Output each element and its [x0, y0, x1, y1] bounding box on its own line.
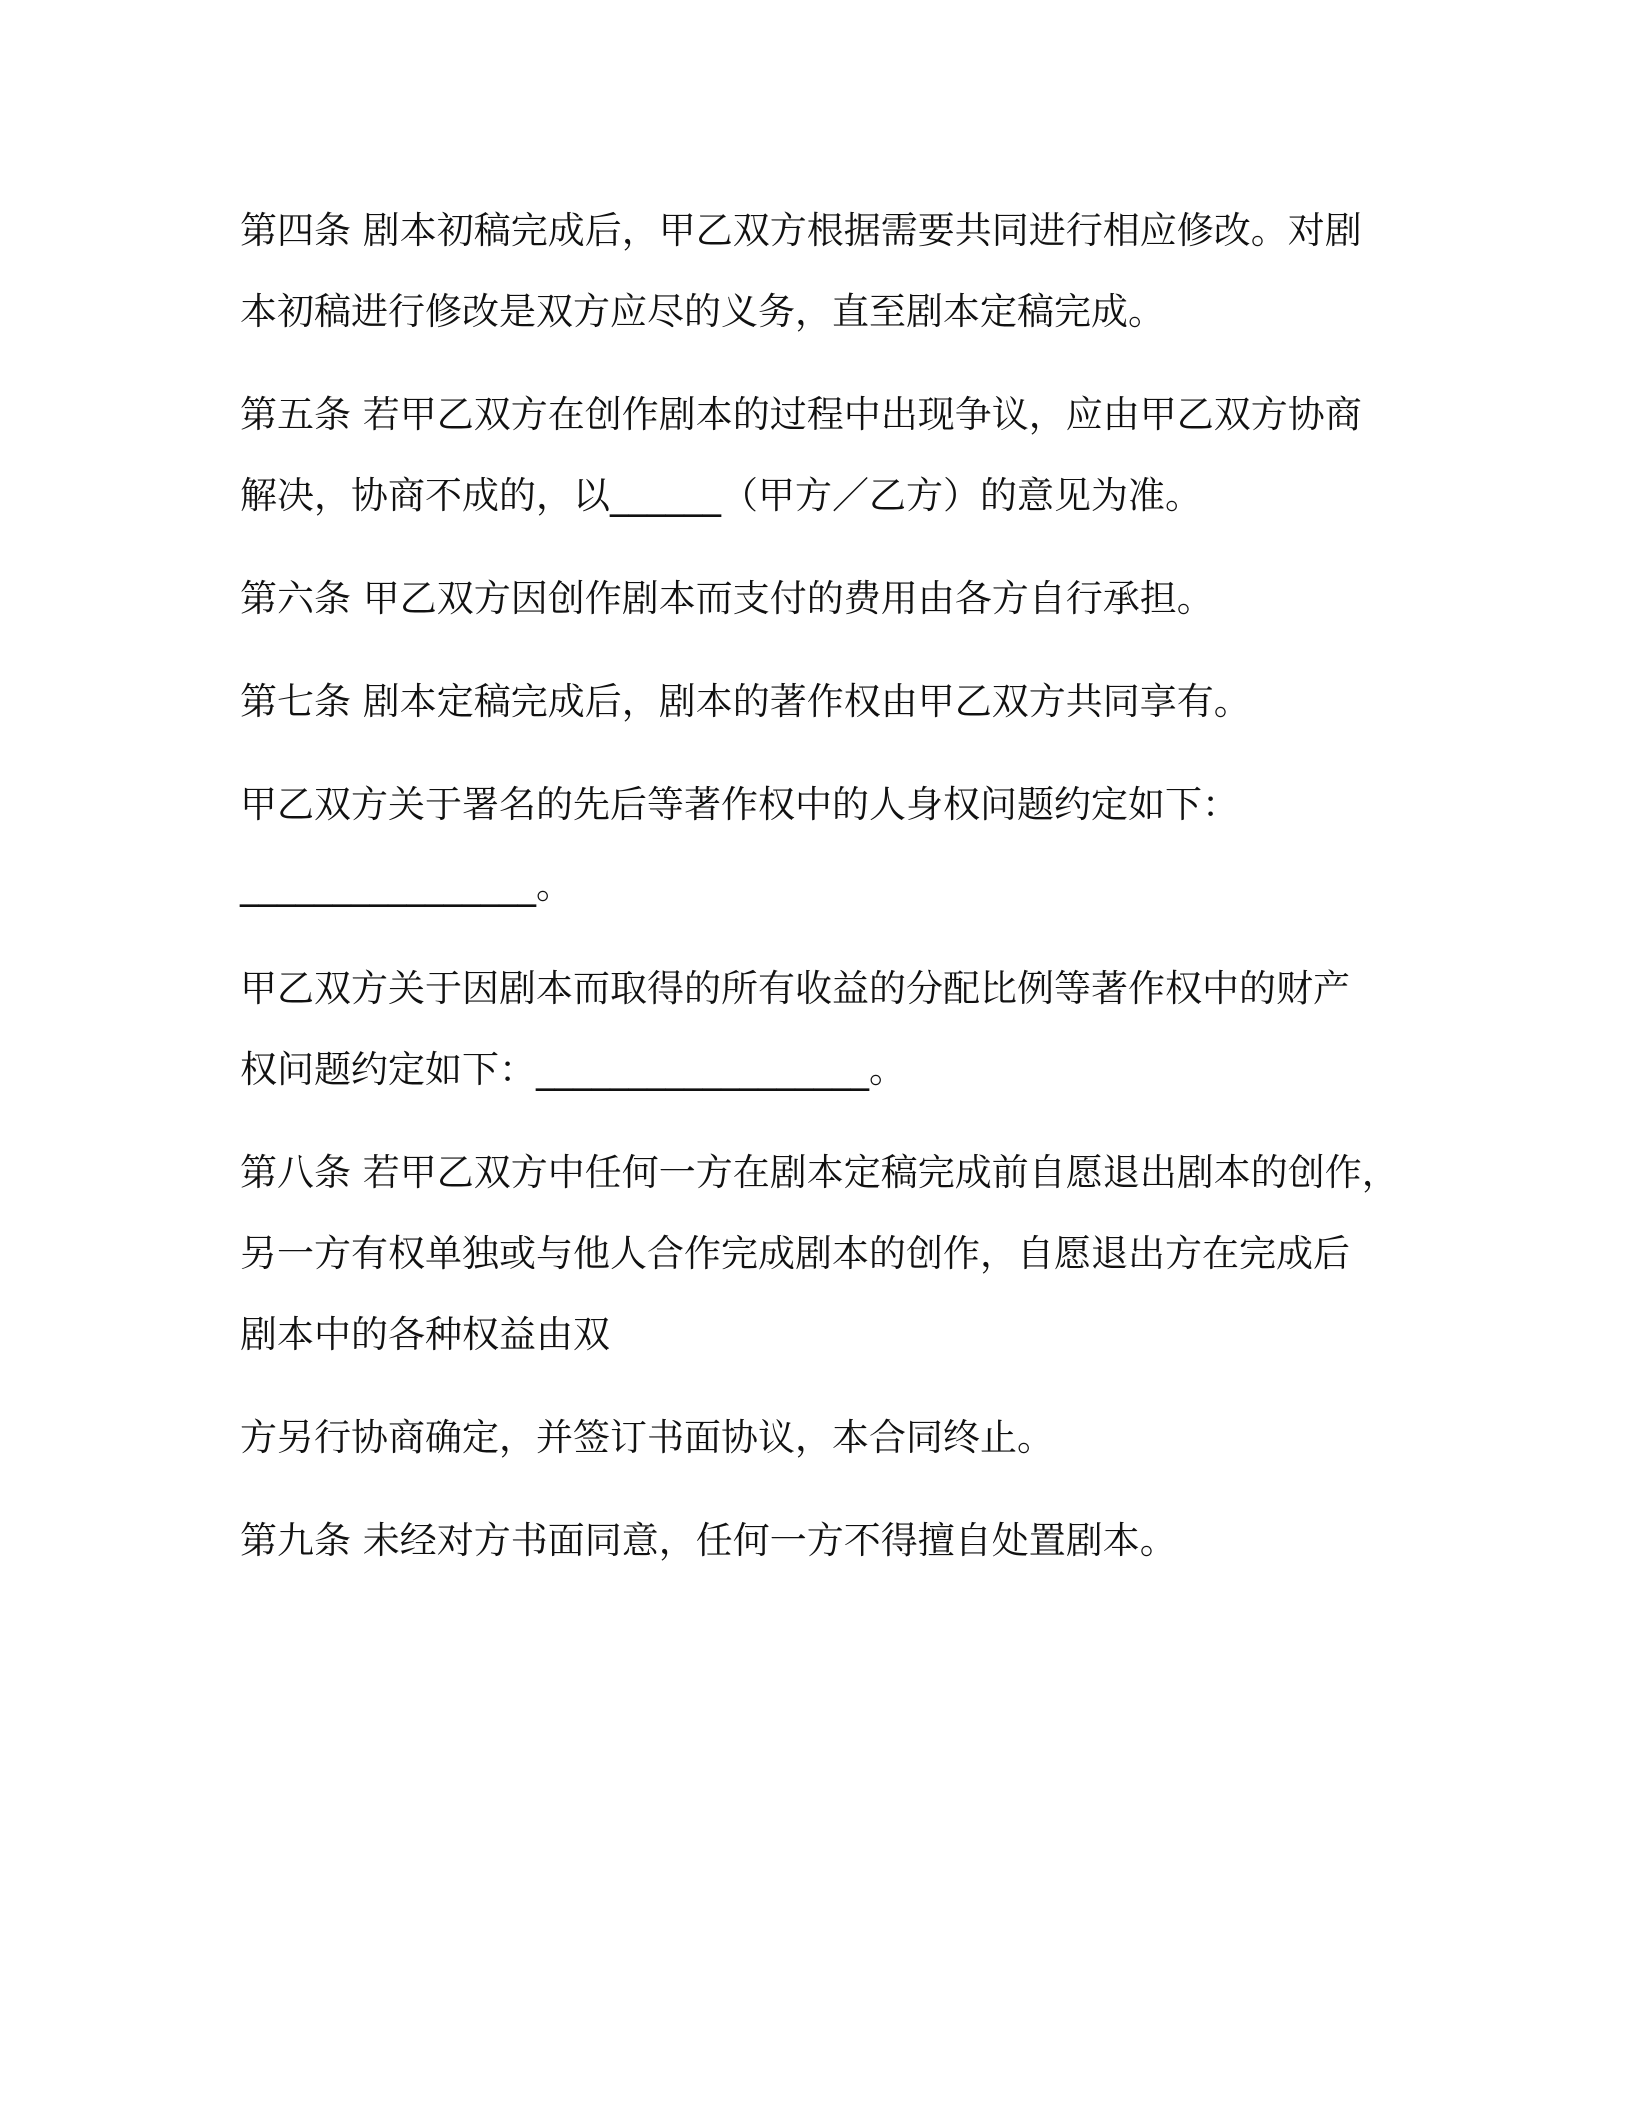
article-8-line-1: 第八条 若甲乙双方中任何一方在剧本定稿完成前自愿退出剧本的创作， [240, 1151, 1399, 1194]
property-rights-clause-line-2: 权问题约定如下：__________________。 [240, 1048, 906, 1091]
article-5-line-2: 解决，协商不成的，以______（甲方／乙方）的意见为准。 [240, 474, 1202, 517]
article-8-line-2: 另一方有权单独或与他人合作完成剧本的创作，自愿退出方在完成后 [240, 1232, 1350, 1275]
article-5-line-1: 第五条 若甲乙双方在创作剧本的过程中出现争议，应由甲乙双方协商 [240, 393, 1362, 436]
article-8-line-4: 方另行协商确定，并签订书面协议，本合同终止。 [240, 1416, 1054, 1459]
moral-rights-clause: 甲乙双方关于署名的先后等著作权中的人身权问题约定如下： [240, 783, 1239, 826]
article-9: 第九条 未经对方书面同意，任何一方不得擅自处置剧本。 [240, 1519, 1177, 1562]
contract-body [240, 190, 1400, 1581]
article-7: 第七条 剧本定稿完成后，剧本的著作权由甲乙双方共同享有。 [240, 680, 1251, 723]
article-6: 第六条 甲乙双方因创作剧本而支付的费用由各方自行承担。 [240, 577, 1214, 620]
moral-rights-blank: ________________。 [240, 864, 573, 907]
article-4-line-2: 本初稿进行修改是双方应尽的义务，直至剧本定稿完成。 [240, 290, 1165, 333]
article-4-line-1: 第四条 剧本初稿完成后，甲乙双方根据需要共同进行相应修改。对剧 [240, 209, 1362, 252]
property-rights-clause-line-1: 甲乙双方关于因剧本而取得的所有收益的分配比例等著作权中的财产 [240, 967, 1350, 1010]
article-8-line-3: 剧本中的各种权益由双 [240, 1313, 610, 1356]
